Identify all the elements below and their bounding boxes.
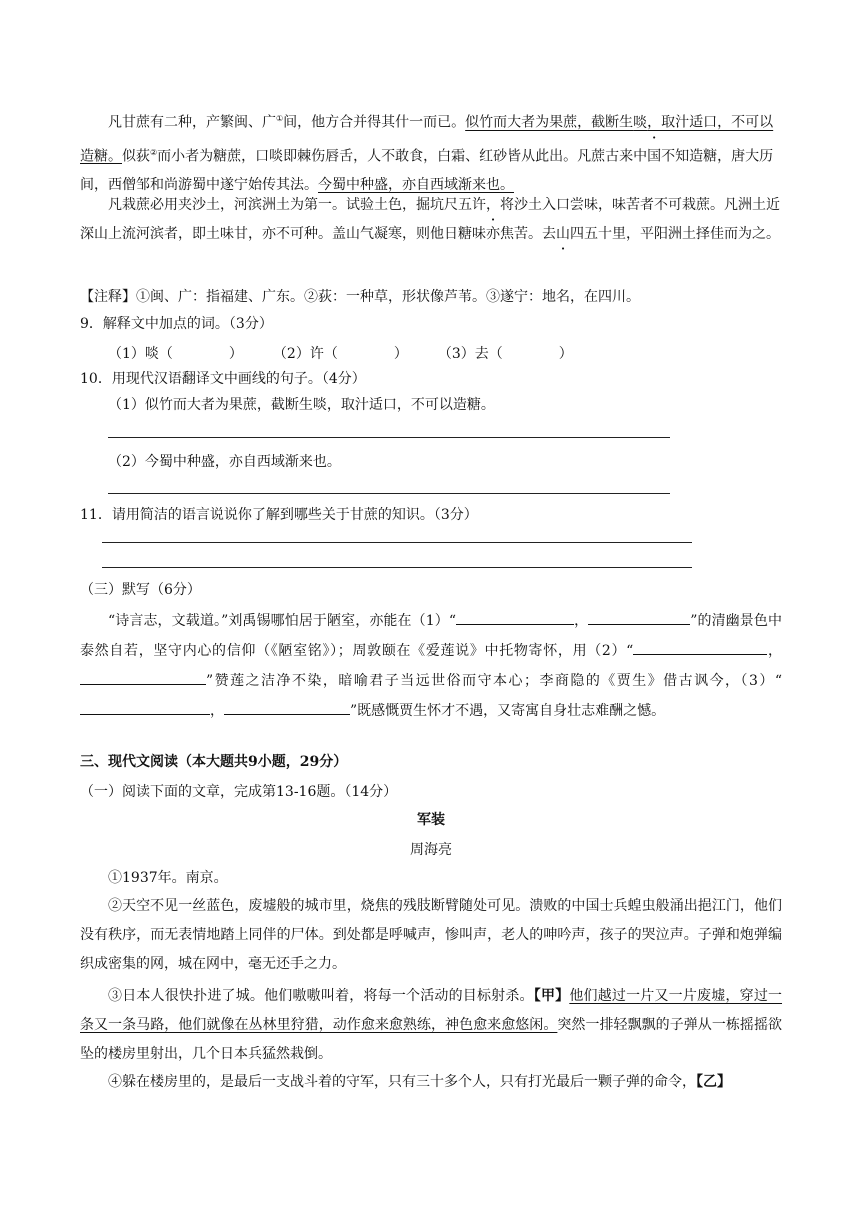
blank-3a[interactable] [80,700,210,715]
text-span: ，取汁适口，不可以造糖。 [80,114,774,165]
q9-item-1-close: ） [228,346,243,362]
q9-item-2: （2）许（ [272,346,338,362]
footnote-marker: ① [276,114,284,123]
article-title: 军装 [417,812,445,828]
section-3-title: 三、现代文阅读（本大题共9小题，29分） [80,754,348,770]
marker-jia: 【甲】 [533,988,570,1004]
text-span: ， [574,613,589,629]
underlined-sentence-2: 今蜀中种盛，亦自西域渐来也。 [318,177,514,194]
text-span: 凡甘蔗有二种，产繁闽、广 [108,114,276,131]
annotation-note: 【注释】①闽、广：指福建、广东。②荻：一种草，形状像芦苇。③遂宁：地名，在四川。 [80,289,640,305]
blank-1a[interactable] [456,610,574,625]
classical-paragraph-2 [80,191,782,249]
section-3-subtitle: （一）阅读下面的文章，完成第13-16题。（14分） [80,784,398,800]
text-span: ”赞莲之洁净不染，暗喻君子当远世俗而守本心；李商隐的《贾生》借古讽今，（3）“ [206,673,782,689]
q9-item-1: （1）啖（ [108,346,173,362]
question-9-stem: 9．解释文中加点的词。（3分） [80,316,273,332]
text-span: 似竹而大者为果蔗，截断生 [465,114,634,131]
blank-1b[interactable] [588,610,690,625]
dotted-word-xu: 许 [472,197,486,213]
question-10-sentence-2: （2）今蜀中种盛，亦自西域渐来也。 [108,454,341,470]
article-paragraph-3 [80,982,782,1069]
text-span: 似荻 [122,148,150,165]
text-span: ③日本人很快扑进了城。他们嗷嗷叫着，将每一个活动的目标射杀。 [108,988,534,1004]
text-span: ④躲在楼房里的，是最后一支战斗着的守军，只有三十多个人，只有打光最后一颗子弹的命令， [108,1074,696,1090]
text-span: ，将沙土入口尝味，味苦者不可栽蔗。凡洲土近深山上流河滨者，即土味甘，亦不可种。盖山气凝寒，则他日糖味亦焦苦。 [80,197,780,242]
article-paragraph-4 [80,1068,782,1097]
article-paragraph-2: ②天空不见一丝蓝色，废墟般的城市里，烧焦的残肢断臂随处可见。溃败的中国士兵蝗虫般涌出挹江门，他们没有秩序，而无表情地踏上同伴的尸体。到处都是呼喊声，惨叫声，老人的呻吟声，孩子的哭泣声。子弹和炮弹编织成密集的网，城在网中，毫无还手之力。 [80,898,782,972]
answer-line-10-2[interactable] [108,493,670,494]
text-span: ”既感慨贾生怀才不遇，又寄寓自身壮志难酬之憾。 [350,703,666,719]
footnote-marker: ② [150,147,158,157]
dotted-word-qu: 去 [542,226,556,242]
text-span: 间，他方合并得其什一而已。 [283,114,466,131]
text-span: “诗言志，文载道。”刘禹锡哪怕居于陋室，亦能在（1）“ [108,613,457,629]
blank-2b[interactable] [80,670,206,685]
underlined-sentence-jia: 他们越过一片又一片废墟，穿过一条又一条马路，他们就像在丛林里狩猎，动作愈来愈熟练，神色愈来愈悠闲。 [80,988,783,1033]
dotted-word-dan: 啖 [633,114,648,131]
blank-2a[interactable] [633,640,767,655]
q9-item-3: （3）去（ [437,346,503,362]
marker-yi: 【乙】 [696,1074,731,1090]
question-10-stem: 10．用现代汉语翻译文中画线的句子。（4分） [80,371,366,387]
article-author: 周海亮 [410,842,452,858]
blank-3b[interactable] [224,700,350,715]
classical-paragraph-1 [80,104,782,200]
text-span: 凡栽蔗必用夹沙土，河滨洲土为第一。试验土色，掘坑尺五 [108,197,472,213]
dictation-paragraph [80,606,782,726]
answer-line-11-2[interactable] [102,567,692,568]
answer-line-11-1[interactable] [102,542,692,543]
text-span: 突然一排轻飘飘的子弹从一栋摇摇欲坠的楼房里射出，几个日本兵猛然栽倒。 [80,1017,783,1062]
text-span: ”的清幽景色中泰然自若，坚守内心的信仰（《陋室铭》）；周敦颐在《爱莲说》中托物寄怀，用（2）“ [80,613,782,659]
text-span: ， [210,703,224,719]
q9-item-3-close: ） [558,346,573,362]
text-span: 而小者为糖蔗，口啖即棘伤唇舌，人不敢食，白霜、红砂皆从此出。凡蔗古来中国不知造糖，唐大历间，西僧邹和尚游蜀中遂宁始传其法。 [80,148,774,194]
answer-line-10-1[interactable] [108,437,670,438]
q9-item-2-close: ） [393,346,408,362]
text-span: 山四五十里，平阳洲土择佳而为之。 [556,226,780,242]
article-paragraph-1: ①1937年。南京。 [108,870,228,886]
question-11-stem: 11．请用简洁的语言说说你了解到哪些关于甘蔗的知识。（3分） [80,507,478,523]
dictation-title: （三）默写（6分） [80,582,201,598]
question-10-sentence-1: （1）似竹而大者为果蔗，截断生啖，取汁适口，不可以造糖。 [108,397,495,413]
text-span: ， [767,643,783,659]
